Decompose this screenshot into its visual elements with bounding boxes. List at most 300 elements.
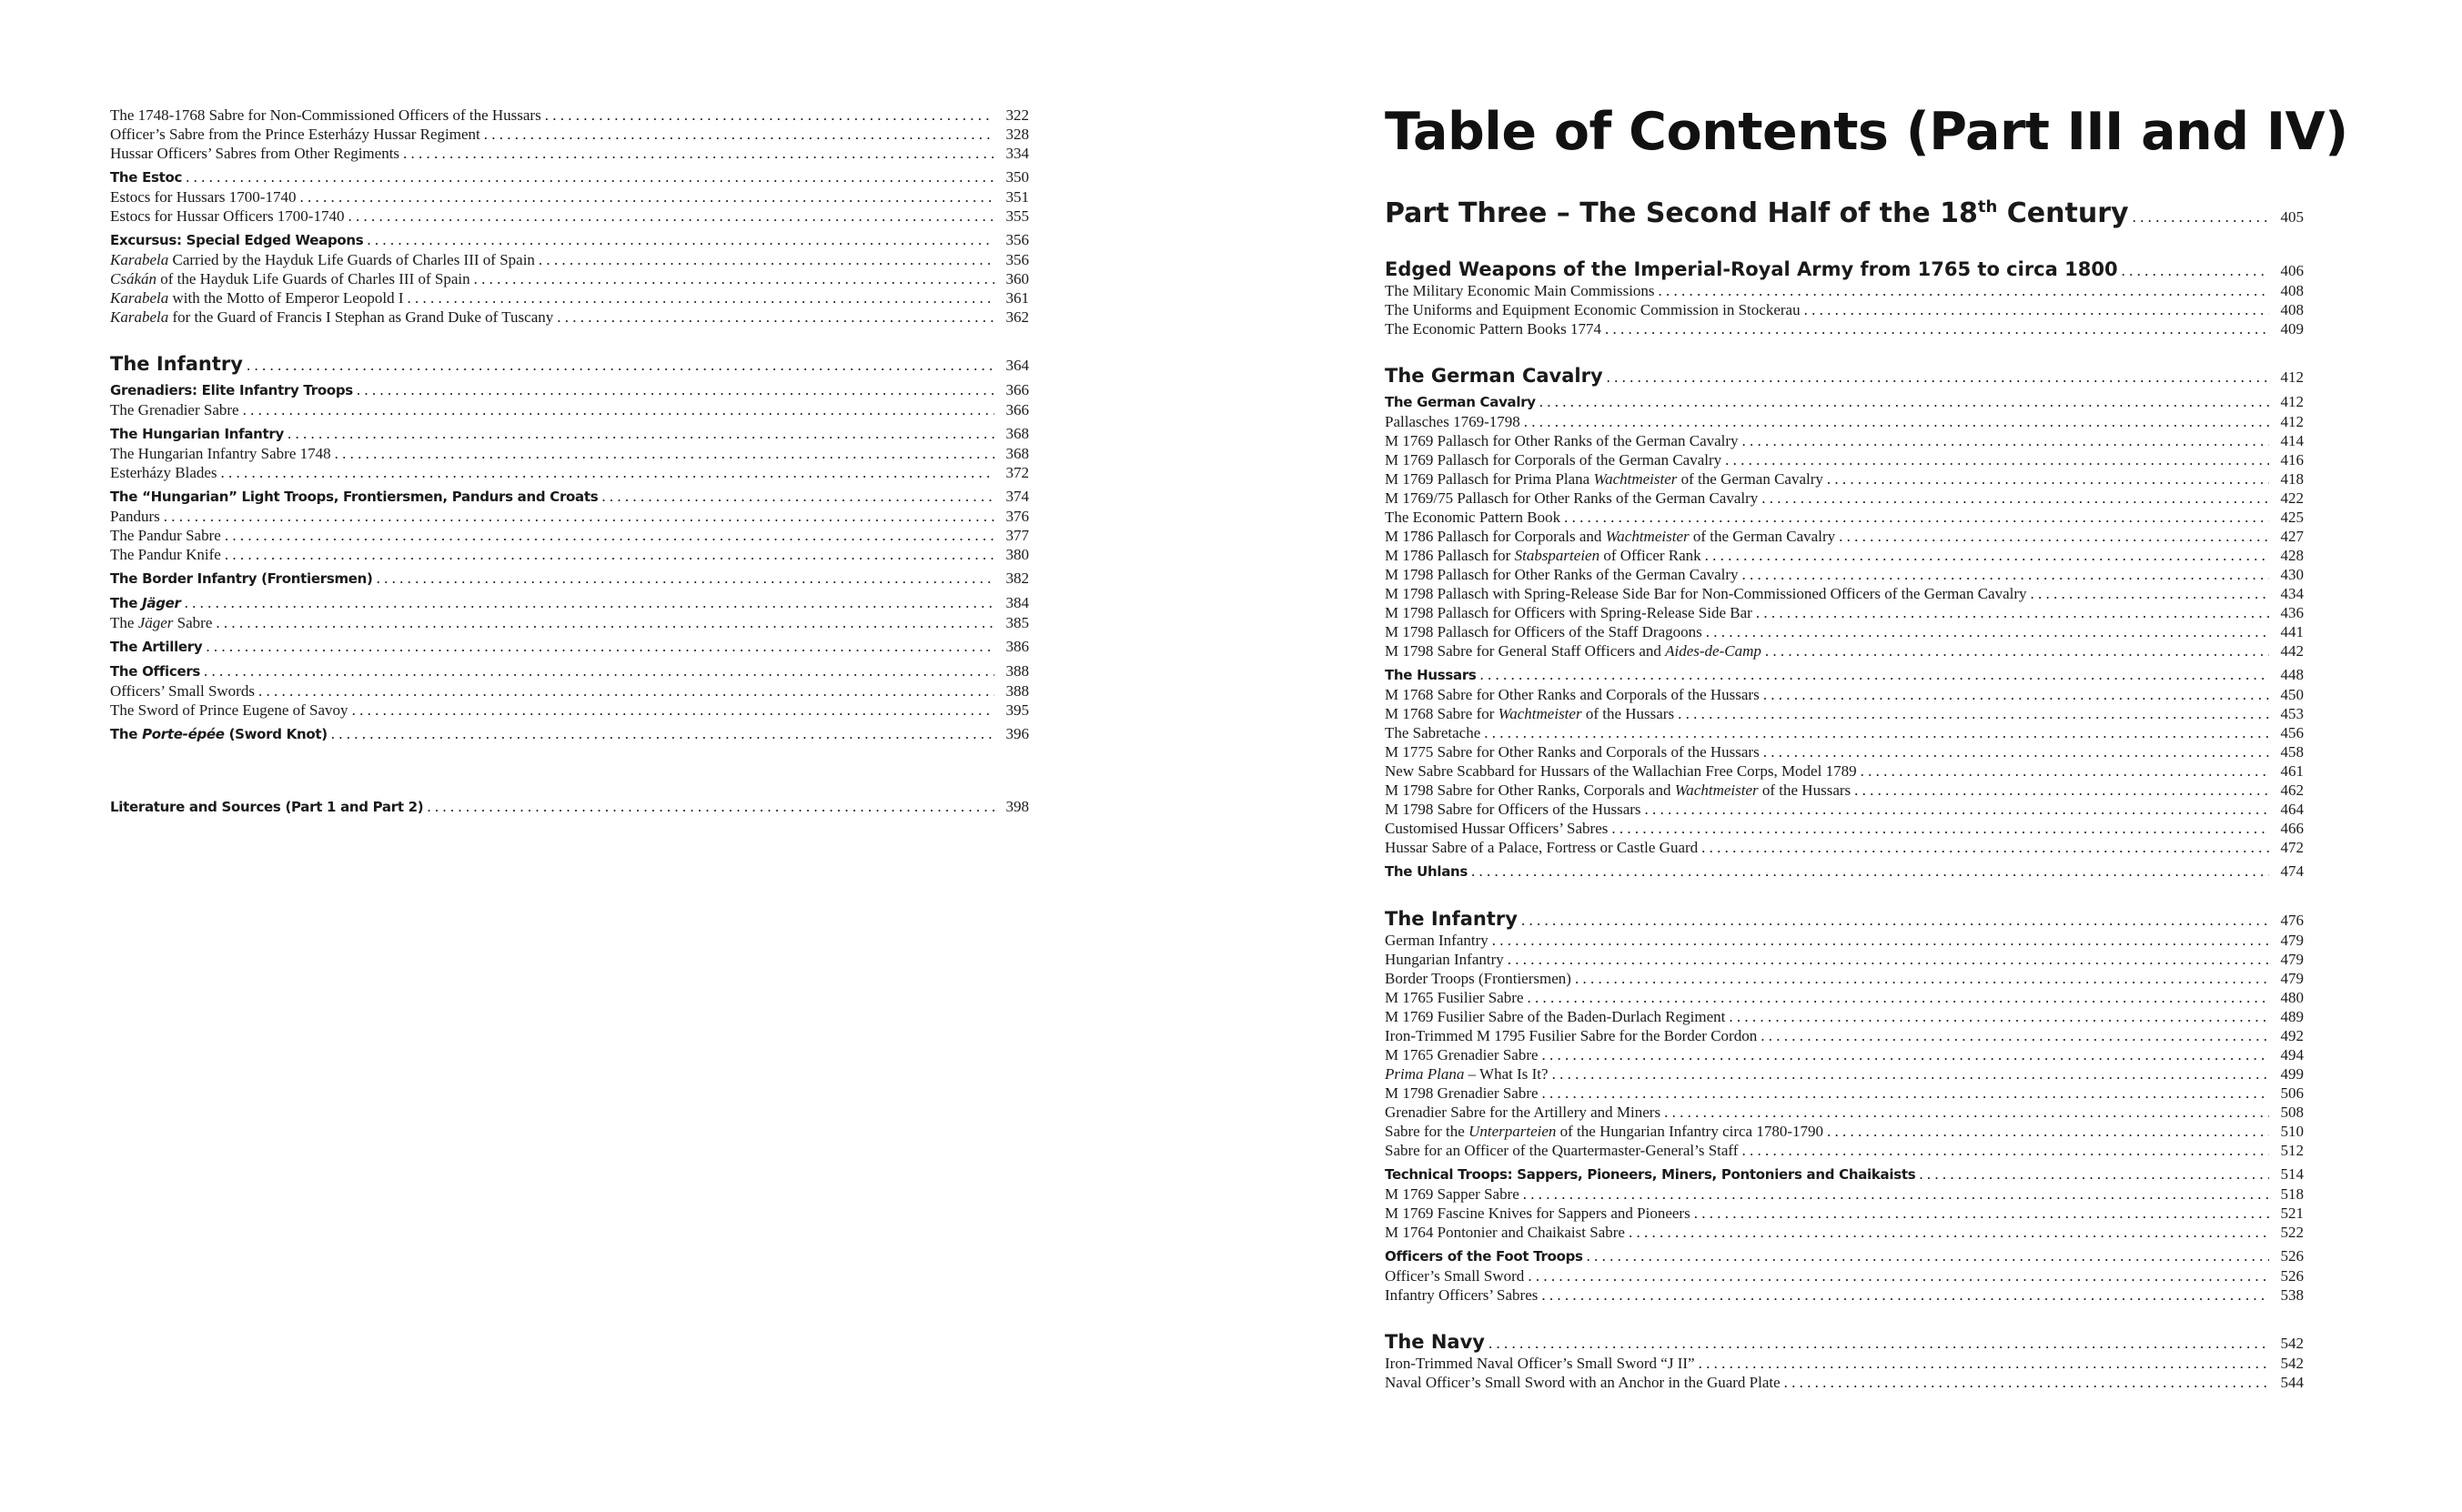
toc-entry[interactable]: [110, 400, 1029, 419]
dot-leader: [1541, 1285, 2269, 1305]
toc-entry[interactable]: [1385, 761, 2304, 781]
toc-page-number: 355: [1005, 207, 1029, 225]
toc-page-number: 377: [1005, 527, 1029, 544]
dot-leader: [164, 507, 994, 526]
toc-entry[interactable]: [1385, 1141, 2304, 1160]
dot-leader: [331, 724, 994, 744]
dot-leader: [1664, 1103, 2269, 1122]
toc-entry[interactable]: [110, 144, 1029, 163]
toc-page-number: 544: [2280, 1374, 2304, 1391]
toc-page-number: 366: [1005, 401, 1029, 418]
dot-leader: [1761, 1026, 2269, 1045]
toc-entry-title: Officers’ Small Swords: [110, 682, 255, 700]
toc-entry[interactable]: [110, 444, 1029, 463]
toc-page-number: 436: [2280, 604, 2304, 621]
toc-entry[interactable]: [1385, 1122, 2304, 1141]
toc-part-heading[interactable]: Part Three – The Second Half of the 18th Century . . . 405: [1385, 196, 2304, 232]
toc-subsection-heading[interactable]: [110, 424, 1029, 444]
toc-entry-title: Pallasches 1769-1798: [1385, 413, 1520, 430]
dot-leader: [335, 444, 994, 463]
toc-page-number: 427: [2280, 528, 2304, 545]
dot-leader: [1763, 742, 2269, 761]
toc-entry-title: M 1765 Grenadier Sabre: [1385, 1046, 1539, 1063]
toc-page-number: 476: [2280, 912, 2304, 929]
dot-leader: [1528, 1266, 2269, 1285]
toc-entry-title: The “Hungarian” Light Troops, Frontiersmen, Pandurs and Croats: [110, 489, 599, 505]
toc-entry-title: The Economic Pattern Books 1774: [1385, 320, 1601, 338]
toc-entry-title: Officers of the Foot Troops: [1385, 1248, 1583, 1265]
toc-page-number: 362: [1005, 308, 1029, 326]
toc-entry-title: The Hussars: [1385, 667, 1477, 683]
toc-entry[interactable]: [1385, 565, 2304, 584]
toc-entry[interactable]: [1385, 508, 2304, 527]
dot-leader: [1629, 1223, 2269, 1242]
toc-entry[interactable]: [1385, 1354, 2304, 1373]
toc-page-number: 453: [2280, 705, 2304, 722]
toc-section-heading[interactable]: [1385, 364, 2304, 388]
dot-leader: [1765, 641, 2269, 660]
dot-leader: [1804, 300, 2269, 319]
toc-page-number: 364: [1005, 357, 1029, 374]
toc-entry-title: The Artillery: [110, 639, 203, 655]
toc-page-number: 518: [2280, 1185, 2304, 1203]
toc-entry-title: Infantry Officers’ Sabres: [1385, 1286, 1539, 1304]
toc-entry[interactable]: [1385, 1007, 2304, 1026]
toc-page-number: 508: [2280, 1104, 2304, 1121]
toc-entry[interactable]: [110, 545, 1029, 564]
dot-leader: [377, 569, 994, 589]
dot-leader: [1607, 366, 2269, 389]
dot-leader: [1725, 450, 2269, 469]
dot-leader: [247, 354, 994, 378]
toc-entry[interactable]: [1385, 319, 2304, 338]
toc-page-number: 396: [1005, 725, 1029, 742]
toc-entry-title: Estocs for Hussars 1700-1740: [110, 188, 297, 206]
toc-entry-title: The Navy: [1385, 1331, 1485, 1353]
toc-entry-title: Pandurs: [110, 508, 160, 525]
toc-subsection-heading[interactable]: [1385, 1164, 2304, 1184]
toc-page-number: 366: [1005, 381, 1029, 398]
toc-entry-title: Naval Officer’s Small Sword with an Anchor in the Guard Plate: [1385, 1374, 1781, 1391]
toc-page-number: 351: [1005, 188, 1029, 206]
toc-page-number: 462: [2280, 781, 2304, 799]
toc-entry[interactable]: [1385, 450, 2304, 469]
toc-page-number: 412: [2280, 393, 2304, 410]
toc-page-number: 489: [2280, 1008, 2304, 1025]
dot-leader: [357, 380, 994, 400]
toc-entry-title: Esterházy Blades: [110, 464, 217, 481]
toc-entry-title: Hussar Sabre of a Palace, Fortress or Castle Guard: [1385, 839, 1699, 856]
toc-entry[interactable]: [1385, 281, 2304, 300]
toc-entry[interactable]: [1385, 969, 2304, 988]
toc-entry-title: Hungarian Infantry: [1385, 951, 1504, 968]
dot-leader: [216, 613, 994, 632]
toc-entry-title: The Economic Pattern Book: [1385, 509, 1561, 526]
toc-entry[interactable]: [1385, 584, 2304, 603]
toc-entry[interactable]: [1385, 1045, 2304, 1064]
toc-entry[interactable]: [1385, 1373, 2304, 1392]
toc-entry-title: Karabela for the Guard of Francis I Stephan as Grand Duke of Tuscany: [110, 308, 554, 326]
toc-entry-title: The Pandur Knife: [110, 546, 221, 563]
toc-entry[interactable]: [1385, 819, 2304, 838]
toc-entry-title: Technical Troops: Sappers, Pioneers, Miners, Pontoniers and Chaikaists: [1385, 1166, 1916, 1183]
toc-entry[interactable]: [110, 681, 1029, 701]
dot-leader: [1854, 781, 2269, 800]
toc-entry-title: Sabre for the Unterparteien of the Hungarian Infantry circa 1780-1790: [1385, 1123, 1824, 1140]
toc-page-number: 422: [2280, 489, 2304, 507]
toc-page-number: 406: [2280, 262, 2304, 279]
toc-entry[interactable]: [1385, 931, 2304, 950]
left-toc-list: [110, 106, 1029, 817]
toc-page-number: 458: [2280, 743, 2304, 761]
toc-entry[interactable]: [1385, 988, 2304, 1007]
toc-entry[interactable]: [110, 701, 1029, 720]
toc-page-number: 441: [2280, 623, 2304, 640]
toc-entry-title: The Sabretache: [1385, 724, 1481, 741]
toc-page-number: 494: [2280, 1046, 2304, 1063]
toc-entry-title: M 1786 Pallasch for Corporals and Wachtmeister of the German Cavalry: [1385, 528, 1836, 545]
toc-page-number: 479: [2280, 932, 2304, 949]
toc-page-number: 368: [1005, 445, 1029, 462]
toc-entry[interactable]: [1385, 641, 2304, 660]
dot-leader: [299, 187, 994, 207]
toc-entry-title: The Officers: [110, 663, 201, 680]
toc-page-number: 474: [2280, 862, 2304, 880]
toc-entry-title: Officer’s Small Sword: [1385, 1267, 1525, 1285]
dot-leader: [427, 797, 994, 817]
toc-entry[interactable]: [1385, 704, 2304, 723]
toc-page-number: 374: [1005, 488, 1029, 505]
toc-entry-title: M 1769 Pallasch for Corporals of the German Cavalry: [1385, 451, 1722, 469]
toc-page-number: 526: [2280, 1267, 2304, 1285]
toc-entry-title: M 1768 Sabre for Wachtmeister of the Hussars: [1385, 705, 1675, 722]
toc-subsection-heading[interactable]: [110, 487, 1029, 507]
toc-entry-title: The Jäger Sabre: [110, 614, 213, 631]
toc-page-number: 408: [2280, 301, 2304, 318]
toc-page-number: 506: [2280, 1084, 2304, 1102]
toc-entry[interactable]: [1385, 1103, 2304, 1122]
toc-entry-title: M 1775 Sabre for Other Ranks and Corporals of the Hussars: [1385, 743, 1760, 761]
toc-entry[interactable]: [110, 507, 1029, 526]
dot-leader: [1761, 489, 2269, 508]
right-toc-list: [1385, 196, 2304, 1392]
dot-leader: [1919, 1164, 2269, 1184]
dot-leader: [348, 207, 994, 226]
toc-subsection-heading[interactable]: [1385, 665, 2304, 685]
toc-entry[interactable]: [1385, 838, 2304, 857]
dot-leader: [1694, 1204, 2269, 1223]
toc-page-number: 542: [2280, 1335, 2304, 1352]
dot-leader: [1861, 761, 2269, 781]
toc-entry-title: German Infantry: [1385, 932, 1488, 949]
toc-entry-title: Hussar Officers’ Sabres from Other Regiments: [110, 145, 400, 162]
toc-page-number: 382: [1005, 570, 1029, 587]
toc-entry[interactable]: [110, 463, 1029, 482]
dot-leader: [1484, 723, 2269, 742]
toc-entry-title: M 1769 Fascine Knives for Sappers and Pioneers: [1385, 1205, 1690, 1222]
dot-leader: [1539, 392, 2269, 412]
toc-entry-title: M 1798 Sabre for Other Ranks, Corporals and Wachtmeister of the Hussars: [1385, 781, 1852, 799]
dot-leader: [1605, 319, 2269, 338]
dot-leader: [1741, 1141, 2269, 1160]
dot-leader: [206, 637, 994, 657]
toc-page-number: 521: [2280, 1205, 2304, 1222]
toc-page-number: 499: [2280, 1065, 2304, 1083]
dot-leader: [1756, 603, 2269, 622]
toc-page-number: 479: [2280, 970, 2304, 987]
toc-subsection-heading[interactable]: [110, 569, 1029, 589]
toc-page-number: 425: [2280, 509, 2304, 526]
toc-page-number: 328: [1005, 126, 1029, 143]
toc-subsection-heading[interactable]: [110, 593, 1029, 613]
dot-leader: [1701, 838, 2269, 857]
dot-leader: [1528, 988, 2269, 1007]
toc-page-number: 385: [1005, 614, 1029, 631]
toc-entry[interactable]: [110, 106, 1029, 125]
toc-page-number: 380: [1005, 546, 1029, 563]
toc-entry[interactable]: [1385, 603, 2304, 622]
dot-leader: [1729, 1007, 2269, 1026]
toc-page-number: 408: [2280, 282, 2304, 299]
toc-page-number: 388: [1005, 682, 1029, 700]
toc-page-number: 526: [2280, 1247, 2304, 1265]
toc-page-number: 542: [2280, 1355, 2304, 1372]
dot-leader: [1471, 862, 2269, 882]
toc-entry[interactable]: [1385, 1223, 2304, 1242]
toc-entry[interactable]: [1385, 489, 2304, 508]
toc-entry[interactable]: [1385, 527, 2304, 546]
toc-entry-title: Iron-Trimmed Naval Officer’s Small Sword “J II”: [1385, 1355, 1695, 1372]
toc-subsection-heading[interactable]: [110, 167, 1029, 187]
toc-entry[interactable]: [110, 187, 1029, 207]
toc-subsection-heading[interactable]: [110, 380, 1029, 400]
toc-entry-title: Grenadiers: Elite Infantry Troops: [110, 382, 353, 398]
toc-entry-title: The 1748-1768 Sabre for Non-Commissioned Officers of the Hussars: [110, 106, 541, 124]
toc-page-number: 334: [1005, 145, 1029, 162]
dot-leader: [1523, 1184, 2269, 1204]
toc-entry-title: The Grenadier Sabre: [110, 401, 239, 418]
toc-entry-title: The German Cavalry: [1385, 365, 1603, 387]
toc-page-number: 428: [2280, 547, 2304, 564]
dot-leader: [1480, 665, 2269, 685]
dot-leader: [1508, 950, 2269, 969]
toc-entry-title: Sabre for an Officer of the Quartermaster-General’s Staff: [1385, 1142, 1739, 1159]
toc-entry-title: M 1786 Pallasch for Stabsparteien of Officer Rank: [1385, 547, 1701, 564]
dot-leader: [1564, 508, 2269, 527]
dot-leader: [408, 288, 995, 307]
toc-subsection-heading[interactable]: [1385, 862, 2304, 882]
toc-subsection-heading[interactable]: [110, 637, 1029, 657]
toc-entry[interactable]: [110, 250, 1029, 269]
toc-entry[interactable]: [1385, 622, 2304, 641]
toc-entry-title: M 1769 Pallasch for Other Ranks of the German Cavalry: [1385, 432, 1739, 449]
toc-entry-title: M 1798 Pallasch for Other Ranks of the German Cavalry: [1385, 566, 1739, 583]
dot-leader: [221, 463, 994, 482]
dot-leader: [1706, 622, 2269, 641]
toc-entry-title: M 1798 Sabre for Officers of the Hussars: [1385, 801, 1641, 818]
toc-entry-title: The Porte-épée (Sword Knot): [110, 726, 328, 742]
dot-leader: [474, 269, 994, 288]
toc-entry[interactable]: [110, 613, 1029, 632]
toc-entry[interactable]: [1385, 1204, 2304, 1223]
page-title: Table of Contents (Part III and IV): [1385, 102, 2348, 162]
toc-page-number: 538: [2280, 1286, 2304, 1304]
toc-entry[interactable]: [1385, 412, 2304, 431]
toc-page-number: 418: [2280, 470, 2304, 488]
toc-page-number: 412: [2280, 368, 2304, 386]
dot-leader: [1699, 1354, 2269, 1373]
toc-entry-title: The Infantry: [1385, 908, 1518, 930]
toc-page-number: 456: [2280, 724, 2304, 741]
toc-page-number: 395: [1005, 701, 1029, 719]
dot-leader: [557, 307, 994, 327]
toc-entry-title: Grenadier Sabre for the Artillery and Miners: [1385, 1104, 1661, 1121]
toc-entry[interactable]: [110, 307, 1029, 327]
toc-page-number: 448: [2280, 666, 2304, 683]
toc-entry[interactable]: [1385, 469, 2304, 489]
toc-entry[interactable]: [110, 526, 1029, 545]
dot-leader: [1742, 431, 2269, 450]
dot-leader: [1611, 819, 2269, 838]
toc-entry-title: The Uniforms and Equipment Economic Commission in Stockerau: [1385, 301, 1801, 318]
toc-entry[interactable]: [1385, 300, 2304, 319]
toc-subsection-heading[interactable]: [110, 230, 1029, 250]
toc-entry-title: The Border Infantry (Frontiersmen): [110, 570, 373, 587]
toc-entry[interactable]: [110, 269, 1029, 288]
dot-leader: [1587, 1246, 2269, 1266]
toc-page-number: 492: [2280, 1027, 2304, 1044]
toc-entry-title: M 1798 Grenadier Sabre: [1385, 1084, 1539, 1102]
toc-entry-title: M 1798 Sabre for General Staff Officers and Aides-de-Camp: [1385, 642, 1761, 660]
toc-entry-title: The Pandur Sabre: [110, 527, 221, 544]
dot-leader: [484, 125, 994, 144]
dot-leader: [1827, 469, 2269, 489]
toc-page-number: 479: [2280, 951, 2304, 968]
toc-page-number: 461: [2280, 762, 2304, 780]
toc-entry[interactable]: [1385, 1026, 2304, 1045]
toc-entry-title: Literature and Sources (Part 1 and Part 2): [110, 799, 424, 815]
toc-page-number: 368: [1005, 425, 1029, 442]
dot-leader: [1575, 969, 2269, 988]
toc-page-number: 464: [2280, 801, 2304, 818]
toc-subsection-heading[interactable]: [110, 724, 1029, 744]
toc-entry[interactable]: [1385, 685, 2304, 704]
toc-page-number: 430: [2280, 566, 2304, 583]
toc-page-number: 466: [2280, 820, 2304, 837]
toc-entry[interactable]: [1385, 1084, 2304, 1103]
dot-leader: [1763, 685, 2269, 704]
toc-page-number: 514: [2280, 1165, 2304, 1183]
toc-entry-title: Csákán of the Hayduk Life Guards of Charles III of Spain: [110, 270, 470, 287]
toc-subsection-heading[interactable]: [110, 661, 1029, 681]
dot-leader: [2122, 259, 2269, 283]
toc-subsection-heading[interactable]: [110, 797, 1029, 817]
toc-entry-title: M 1769 Fusilier Sabre of the Baden-Durlach Regiment: [1385, 1008, 1726, 1025]
toc-entry-title: M 1798 Pallasch for Officers with Spring-Release Side Bar: [1385, 604, 1752, 621]
dot-leader: [186, 167, 994, 187]
toc-page-number: 480: [2280, 989, 2304, 1006]
toc-entry[interactable]: [1385, 742, 2304, 761]
dot-leader: [539, 250, 994, 269]
toc-entry[interactable]: [110, 125, 1029, 144]
toc-entry-title: Karabela with the Motto of Emperor Leopold I: [110, 289, 404, 307]
toc-entry[interactable]: [1385, 1285, 2304, 1305]
dot-leader: [204, 661, 994, 681]
toc-entry-title: Prima Plana – What Is It?: [1385, 1065, 1549, 1083]
toc-page-number: 412: [2280, 413, 2304, 430]
toc-entry[interactable]: [1385, 1064, 2304, 1084]
dot-leader: [1839, 527, 2269, 546]
toc-entry[interactable]: [1385, 781, 2304, 800]
dot-leader: [545, 106, 994, 125]
toc-subsection-heading[interactable]: [1385, 1246, 2304, 1266]
toc-page-number: 472: [2280, 839, 2304, 856]
toc-section-heading[interactable]: [1385, 1330, 2304, 1354]
dot-leader: [1827, 1122, 2269, 1141]
toc-entry-title: Border Troops (Frontiersmen): [1385, 970, 1571, 987]
toc-entry-title: The Uhlans: [1385, 863, 1468, 880]
toc-entry-title: The Sword of Prince Eugene of Savoy: [110, 701, 348, 719]
toc-entry-title: Edged Weapons of the Imperial-Royal Army from 1765 to circa 1800: [1385, 258, 2118, 280]
dot-leader: [1488, 1332, 2269, 1356]
toc-entry-title: The Infantry: [110, 353, 243, 375]
toc-page-number: 376: [1005, 508, 1029, 525]
toc-section-heading[interactable]: [110, 352, 1029, 376]
dot-leader: [225, 526, 994, 545]
toc-section-heading[interactable]: [1385, 257, 2304, 281]
dot-leader: [1542, 1084, 2269, 1103]
toc-entry-title: M 1769 Sapper Sabre: [1385, 1185, 1519, 1203]
toc-entry[interactable]: [1385, 800, 2304, 819]
toc-page-number: 356: [1005, 231, 1029, 248]
toc-entry[interactable]: [1385, 723, 2304, 742]
dot-leader: [288, 424, 994, 444]
toc-entry[interactable]: [1385, 431, 2304, 450]
toc-entry-title: Officer’s Sabre from the Prince Esterházy Hussar Regiment: [110, 126, 480, 143]
dot-leader: [601, 487, 994, 507]
toc-entry-title: The Hungarian Infantry Sabre 1748: [110, 445, 331, 462]
toc-entry-title: M 1798 Pallasch for Officers of the Staff Dragoons: [1385, 623, 1702, 640]
toc-entry[interactable]: [110, 288, 1029, 307]
toc-entry-title: Estocs for Hussar Officers 1700-1740: [110, 207, 345, 225]
toc-page-number: 512: [2280, 1142, 2304, 1159]
toc-entry-title: M 1765 Fusilier Sabre: [1385, 989, 1524, 1006]
toc-page-number: 442: [2280, 642, 2304, 660]
dot-leader: [225, 545, 994, 564]
dot-leader: [1492, 931, 2269, 950]
dot-leader: [367, 230, 994, 250]
toc-entry[interactable]: [1385, 1266, 2304, 1285]
toc-entry[interactable]: [1385, 1184, 2304, 1204]
toc-subsection-heading[interactable]: [1385, 392, 2304, 412]
toc-page-number: 350: [1005, 168, 1029, 186]
dot-leader: [1784, 1373, 2269, 1392]
dot-leader: [1742, 565, 2269, 584]
dot-leader: [258, 681, 994, 701]
toc-entry-title: New Sabre Scabbard for Hussars of the Wallachian Free Corps, Model 1789: [1385, 762, 1857, 780]
toc-entry-title: Iron-Trimmed M 1795 Fusilier Sabre for the Border Cordon: [1385, 1027, 1758, 1044]
toc-page-number: 360: [1005, 270, 1029, 287]
toc-section-heading[interactable]: [1385, 907, 2304, 931]
toc-entry-title: M 1768 Sabre for Other Ranks and Corporals of the Hussars: [1385, 686, 1760, 703]
dot-leader: [1705, 546, 2269, 565]
toc-entry[interactable]: [110, 207, 1029, 226]
toc-entry[interactable]: [1385, 950, 2304, 969]
toc-entry-title: The German Cavalry: [1385, 394, 1536, 410]
toc-page-number: 398: [1005, 798, 1029, 815]
dot-leader: [185, 593, 994, 613]
toc-entry[interactable]: [1385, 546, 2304, 565]
